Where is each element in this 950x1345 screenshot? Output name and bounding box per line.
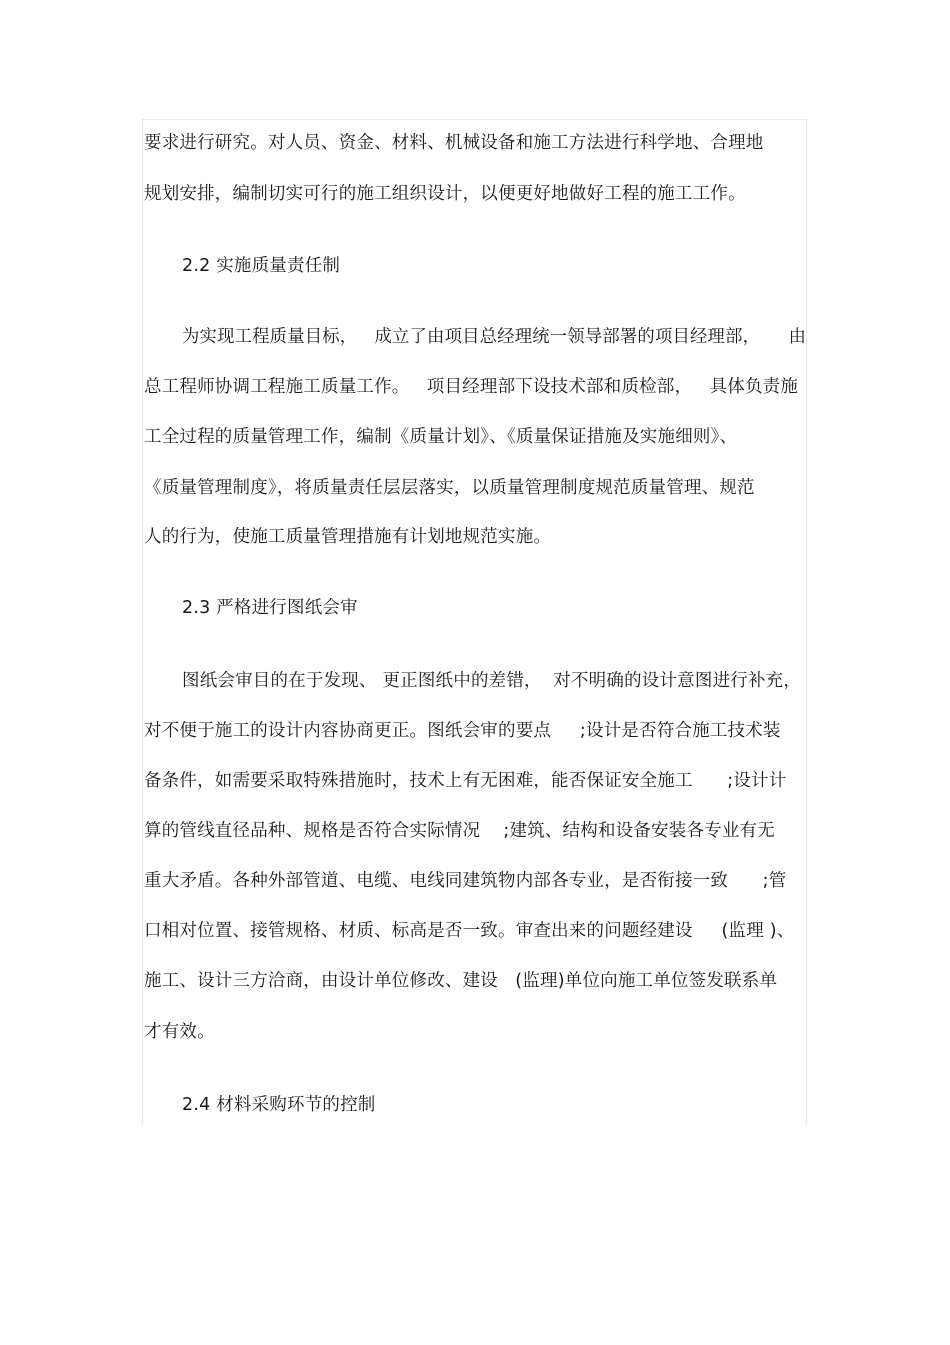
body-text-line: 口相对位置、接管规格、材质、标高是否一致。审查出来的问题经建设 (监理 )、 — [144, 921, 795, 941]
section-heading-2-4: 2.4 材料采购环节的控制 — [182, 1095, 376, 1115]
body-text-line: 对不便于施工的设计内容协商更正。图纸会审的要点 ;设计是否符合施工技术装 — [144, 721, 781, 741]
section-heading-2-2: 2.2 实施质量责任制 — [182, 256, 341, 276]
body-text-line: 才有效。 — [144, 1022, 215, 1042]
body-text-line: 人的行为，使施工质量管理措施有计划地规范实施。 — [144, 527, 552, 547]
body-text-line: 为实现工程质量目标， 成立了由项目总经理统一领导部署的项目经理部， 由 — [182, 327, 807, 347]
body-text-line: 图纸会审目的在于发现、 更正图纸中的差错， 对不明确的设计意图进行补充， — [182, 671, 802, 691]
section-heading-2-3: 2.3 严格进行图纸会审 — [182, 598, 358, 618]
body-text-line: 要求进行研究。对人员、资金、材料、机械设备和施工方法进行科学地、合理地 — [144, 133, 764, 153]
body-text-line: 规划安排，编制切实可行的施工组织设计，以便更好地做好工程的施工工作。 — [144, 184, 746, 204]
body-text-line: 算的管线直径品种、规格是否符合实际情况 ;建筑、结构和设备安装各专业有无 — [144, 821, 775, 841]
body-text-line: 《质量管理制度》，将质量责任层层落实，以质量管理制度规范质量管理、规范 — [144, 478, 755, 498]
body-text-line: 总工程师协调工程施工质量工作。 项目经理部下设技术部和质检部， 具体负责施 — [144, 377, 799, 397]
body-text-line: 施工、设计三方洽商，由设计单位修改、建设 (监理)单位向施工单位签发联系单 — [144, 971, 778, 991]
body-text-line: 备条件，如需要采取特殊措施时，技术上有无困难，能否保证安全施工 ;设计计 — [144, 771, 787, 791]
body-text-line: 工全过程的质量管理工作，编制《质量计划》、《质量保证措施及实施细则》、 — [144, 427, 738, 447]
body-text-line: 重大矛盾。各种外部管道、电缆、电线同建筑物内部各专业，是否衔接一致 ;管 — [144, 871, 787, 891]
